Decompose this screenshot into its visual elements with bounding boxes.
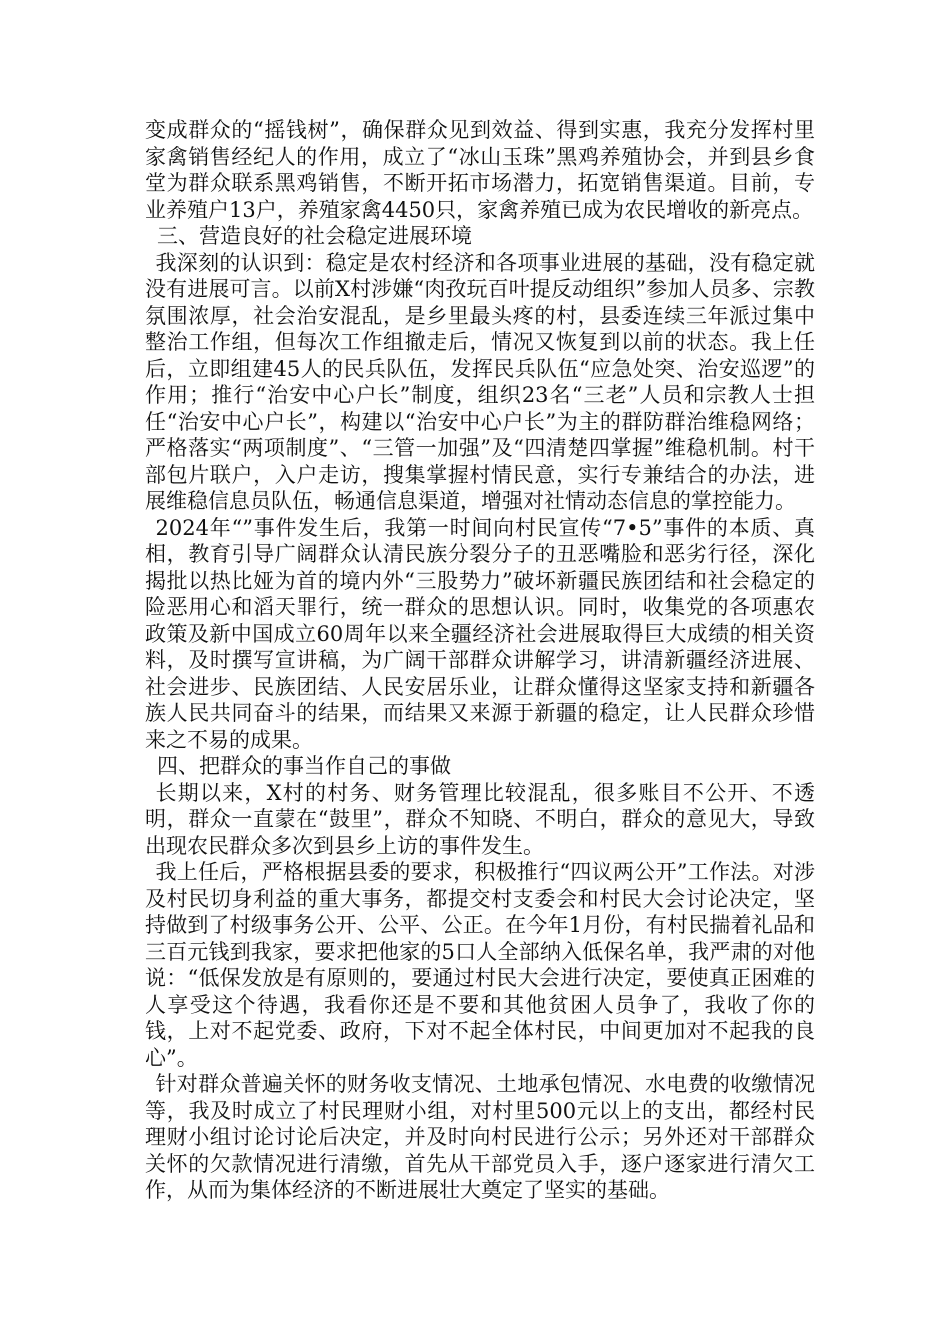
paragraph-four-discussions: 我上任后，严格根据县委的要求，积极推行“四议两公开”工作法。对涉及村民切身利益的重大事务，都提交村支委会和村民大会讨论决定，坚持做到了村级事务公开、公平、公正。在今年1月份，有村民揣着礼品和三百元钱到我家，要求把他家的5口人全部纳入低保名单，我严肃的对他说：“低保发放是有原则的，要通过村民大会进行决定，要使真正困难的人享受这个待遇，我看你还是不要和其他贫困人员争了，我收了你的钱，上对不起党委、政府，下对不起全体村民，中间更加对不起我的良心”。: [145, 860, 815, 1070]
paragraph-poultry: 变成群众的“摇钱树”，确保群众见到效益、得到实惠，我充分发挥村里家禽销售经纪人的作用，成立了“冰山玉珠”黑鸡养殖协会，并到县乡食堂为群众联系黑鸡销售，不断开拓市场潜力，拓宽销售渠道。目前，专业养殖户13户，养殖家禽4450只，家禽养殖已成为农民增收的新亮点。: [145, 118, 815, 222]
section-heading-4: 四、把群众的事当作自己的事做: [157, 754, 451, 778]
section-heading-3: 三、营造良好的社会稳定进展环境: [157, 224, 472, 248]
paragraph-event: 2024年“”事件发生后，我第一时间向村民宣传“7•5”事件的本质、真相，教育引导广阔群众认清民族分裂分子的丑恶嘴脸和恶劣行径，深化揭批以热比娅为首的境内外“三股势力”破坏新疆民族团结和社会稳定的险恶用心和滔天罪行，统一群众的思想认识。同时，收集党的各项惠农政策及新中国成立60周年以来全疆经济社会进展取得巨大成绩的相关资料，及时撰写宣讲稿，为广阔干部群众讲解学习，讲清新疆经济进展、社会进步、民族团结、人民安居乐业，让群众懂得这坚家支持和新疆各族人民共同奋斗的结果，而结果又来源于新疆的稳定，让人民群众珍惜来之不易的成果。: [145, 515, 815, 752]
paragraph-finance-group: 针对群众普遍关怀的财务收支情况、土地承包情况、水电费的收缴情况等，我及时成立了村民理财小组，对村里500元以上的支出，都经村民理财小组讨论讨论后决定，并及时向村民进行公示；另外还对干部群众关怀的欠款情况进行清缴，首先从干部党员入手，逐户逐家进行清欠工作，从而为集体经济的不断进展壮大奠定了坚实的基础。: [145, 1072, 815, 1202]
paragraph-management: 长期以来，X村的村务、财务管理比较混乱，很多账目不公开、不透明，群众一直蒙在“鼓里”，群众不知晓、不明白，群众的意见大，导致出现农民群众多次到县乡上访的事件发生。: [145, 780, 815, 858]
paragraph-stability: 我深刻的认识到：稳定是农村经济和各项事业进展的基础，没有稳定就没有进展可言。以前X村涉嫌“肉孜玩百叶提反动组织”参加人员多、宗教氛围浓厚，社会治安混乱，是乡里最头疼的村，县委连续三年派过集中整治工作组，但每次工作组撤走后，情况又恢复到以前的状态。我上任后，立即组建45人的民兵队伍，发挥民兵队伍“应急处突、治安巡逻”的作用；推行“治安中心户长”制度，组织23名“三老”人员和宗教人士担任“治安中心户长”，构建以“治安中心户长”为主的群防群治维稳网络；严格落实“两项制度”、“三管一加强”及“四清楚四掌握”维稳机制。村干部包片联户，入户走访，搜集掌握村情民意，实行专兼结合的办法，进展维稳信息员队伍，畅通信息渠道，增强对社情动态信息的掌控能力。: [145, 250, 815, 513]
document-body: [145, 117, 815, 1204]
